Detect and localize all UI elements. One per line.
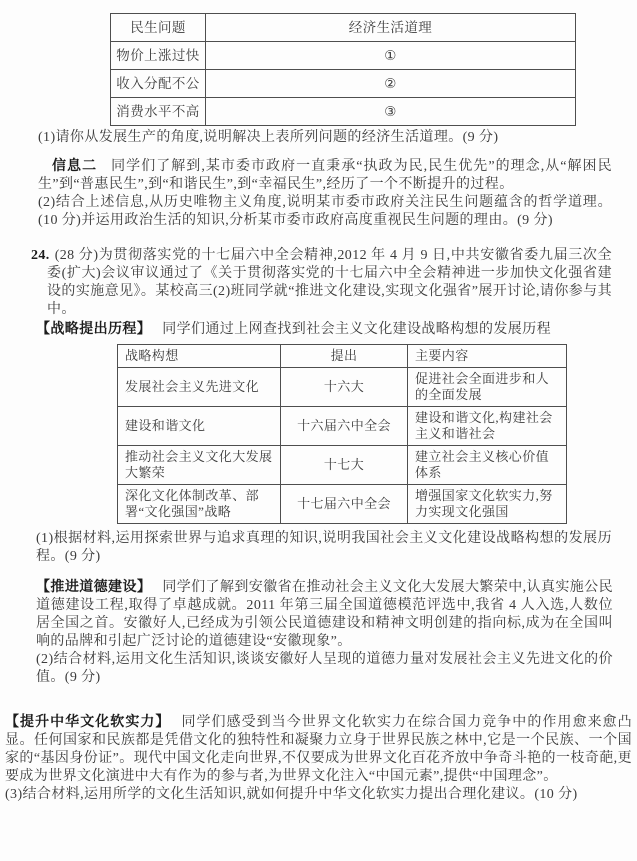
- question-number: 24.: [31, 248, 50, 263]
- minsheng-table: [110, 13, 576, 126]
- moral-construction-label: 【推进道德建设】: [36, 580, 152, 595]
- table-cell: 建立社会主义核心价值体系: [408, 446, 567, 485]
- table-cell: 增强国家文化软实力,努力实现文化强国: [408, 485, 567, 524]
- table-row: [118, 407, 567, 446]
- soft-power-text: 同学们感受到当今世界文化软实力在综合国力竞争中的作用愈来愈凸显。任何国家和民族都是凭借文化的独特性和凝聚力立身于世界民族之林中,它是一个民族、一个国家的“基因身份证”。现代中国文化走向世界,不仅要成为世界文化百花齐放中争奇斗艳的一枝奇葩,更要成为世界文化演进中大有作为的参与者,为世界文化注入“中国元素”,提供“中国理念”。: [5, 715, 632, 784]
- table-cell: 消费水平不高: [111, 98, 206, 126]
- table-cell: 深化文化体制改革、部署“文化强国”战略: [118, 485, 281, 524]
- table-cell: 收入分配不公: [111, 70, 206, 98]
- table-cell: ②: [206, 70, 576, 98]
- table-cell: 建设和谐文化: [118, 407, 281, 446]
- table-cell: ①: [206, 42, 576, 70]
- question-24-part3: (3)结合材料,运用所学的文化生活知识,就如何提升中华文化软实力提出合理化建议。(10 分): [5, 787, 578, 802]
- soft-power-paragraph: [5, 714, 632, 786]
- table-cell: 十六届六中全会: [281, 407, 408, 446]
- info2-paragraph: [38, 158, 612, 194]
- question-24-part2: (2)结合材料,运用文化生活知识,谈谈安徽好人呈现的道德力量对发展社会主义先进文化的价值。(9 分): [36, 652, 613, 685]
- table-row: [111, 42, 576, 70]
- table-row: [111, 14, 576, 42]
- strategy-table: [117, 344, 567, 524]
- table-row: [118, 446, 567, 485]
- table-cell: 十七届六中全会: [281, 485, 408, 524]
- moral-construction-paragraph: [36, 579, 613, 651]
- info2-label: 信息二: [52, 159, 98, 174]
- table-cell: 建设和谐文化,构建社会主义和谐社会: [408, 407, 567, 446]
- strategy-header-proposed: 提出: [281, 345, 408, 368]
- table-cell: 促进社会全面进步和人的全面发展: [408, 368, 567, 407]
- minsheng-header-issue: 民生问题: [111, 14, 206, 42]
- minsheng-header-principle: 经济生活道理: [206, 14, 576, 42]
- table-cell: 十七大: [281, 446, 408, 485]
- soft-power-label: 【提升中华文化软实力】: [5, 715, 171, 730]
- table-row: [111, 70, 576, 98]
- strategy-history-text: 同学们通过上网查找到社会主义文化建设战略构想的发展历程: [162, 322, 552, 337]
- table-row: [111, 98, 576, 126]
- question-23-part2: (2)结合上述信息,从历史唯物主义角度,说明某市委市政府关注民生问题蕴含的哲学道理。(10 分)并运用政治生活的知识,分析某市委市政府高度重视民生问题的理由。(9 分): [38, 195, 612, 228]
- strategy-header-content: 主要内容: [408, 345, 567, 368]
- question-24-part1: (1)根据材料,运用探索世界与追求真理的知识,说明我国社会主义文化建设战略构想的发展历程。(9 分): [36, 531, 612, 564]
- table-cell: 发展社会主义先进文化: [118, 368, 281, 407]
- info2-text: 同学们了解到,某市委市政府一直秉承“执政为民,民生优先”的理念,从“解困民生”到“普惠民生”,到“和谐民生”,到“幸福民生”,经历了一个不断提升的过程。: [38, 159, 612, 192]
- table-cell: ③: [206, 98, 576, 126]
- table-cell: 物价上涨过快: [111, 42, 206, 70]
- question-24-intro: [31, 247, 612, 319]
- strategy-history-line: [36, 321, 612, 339]
- table-cell: 推动社会主义文化大发展大繁荣: [118, 446, 281, 485]
- question-24-intro-text: (28 分)为贯彻落实党的十七届六中全会精神,2012 年 4 月 9 日,中共安徽省委九届三次全委(扩大)会议审议通过了《关于贯彻落实党的十七届六中全会精神进一步加快文化强省建设的实施意见》。某校高三(2)班同学就“推进文化建设,实现文化强省”展开讨论,请你参与其中。: [47, 248, 612, 317]
- table-row: [118, 368, 567, 407]
- strategy-history-label: 【战略提出历程】: [36, 322, 152, 337]
- moral-construction-text: 同学们了解到安徽省在推动社会主义文化大发展大繁荣中,认真实施公民道德建设工程,取得了卓越成就。2011 年第三届全国道德模范评选中,我省 4 人入选,人数位居全国之首。安徽好人,已经成为引领公民道德建设和精神文明创建的指向标,成为在全国叫响的品牌和引起广泛讨论的道德建设“安徽现象”。: [36, 580, 613, 649]
- table-row: [118, 485, 567, 524]
- table-row: [118, 345, 567, 368]
- table-cell: 十六大: [281, 368, 408, 407]
- question-23-part1: (1)请你从发展生产的角度,说明解决上表所列问题的经济生活道理。(9 分): [38, 130, 499, 145]
- strategy-header-concept: 战略构想: [118, 345, 281, 368]
